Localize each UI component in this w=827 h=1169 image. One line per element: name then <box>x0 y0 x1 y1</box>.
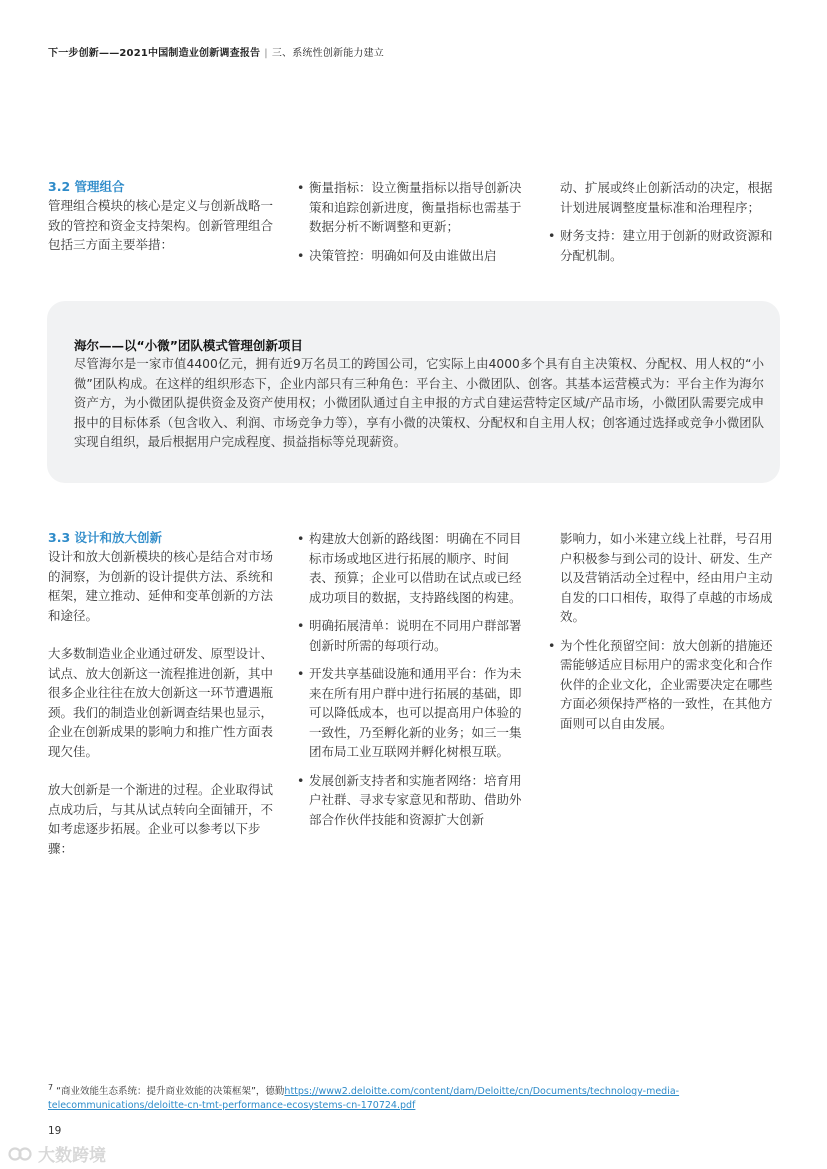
section-3-3-heading: 3.3 设计和放大创新 <box>48 530 162 545</box>
list-item: • 发展创新支持者和实施者网络：培育用户社群、寻求专家意见和帮助、借助外部合作伙伴技能和资源扩大创新 <box>297 772 522 827</box>
running-header <box>48 44 384 59</box>
section-3-3-paragraph: 放大创新是一个渐进的过程。企业取得试点成功后，与其从试点转向全面铺开，不如考虑逐步拓展。企业可以参考以下步骤： <box>48 782 274 856</box>
section-3-3-paragraph: 设计和放大创新模块的核心是结合对市场的洞察，为创新的设计提供方法、系统和框架，建立推动、延伸和变革创新的方法和途径。 <box>48 549 274 623</box>
list-item: • 衡量指标：设立衡量指标以指导创新决策和追踪创新进度，衡量指标也需基于数据分析不断调整和更新； <box>297 180 522 234</box>
bullet-icon: • <box>297 618 305 633</box>
section-3-2-paragraph: 管理组合模块的核心是定义与创新战略一致的管控和资金支持架构。创新管理组合包括三方面主要举措： <box>48 198 274 252</box>
bullet-icon: • <box>548 228 556 243</box>
page-number: 19 <box>48 1125 62 1137</box>
section-3-3-bullet-list-a <box>297 529 525 829</box>
section-3-3-paragraph: 大多数制造业企业通过研发、原型设计、试点、放大创新这一流程推进创新，其中很多企业往往在放大创新这一环节遭遇瓶颈。我们的制造业创新调查结果也显示，企业在创新成果的影响力和推广性方面表现欠佳。 <box>48 646 274 759</box>
header-separator: | <box>264 48 268 59</box>
section-3-3-bullet-list-b <box>548 636 780 734</box>
bullet-icon: • <box>297 531 305 546</box>
section-3-3-col1 <box>48 529 280 858</box>
section-3-2-bullet-list-b <box>548 226 780 265</box>
footnote-link[interactable]: https://www2.deloitte.com/content/dam/Deloitte/cn/Documents/technology-media-telecommunications/deloitte-cn-tmt-performance-ecosystems-cn-170724.pdf <box>48 1086 680 1111</box>
bullet-icon: • <box>297 772 305 788</box>
report-title: 下一步创新——2021中国制造业创新调查报告 <box>48 48 261 59</box>
section-3-3-col2 <box>297 529 525 838</box>
watermark-logo-icon <box>8 1144 34 1164</box>
case-study-title: 海尔——以“小微”团队模式管理创新项目 <box>74 338 303 353</box>
list-item: • 构建放大创新的路线图：明确在不同目标市场或地区进行拓展的顺序、时间表、预算；企业可以借助在试点或已经成功项目的数据，支持路线图的构建。 <box>297 531 522 605</box>
list-item: • 明确拓展清单：说明在不同用户群部署创新时所需的每项行动。 <box>297 618 522 653</box>
bullet-continuation: 影响力，如小米建立线上社群，号召用户积极参与到公司的设计、研发、生产以及营销活动全过程中，经由用户主动自发的口口相传，取得了卓越的市场成效。 <box>560 531 773 624</box>
list-item: • 决策管控：明确如何及由谁做出启 <box>297 246 525 266</box>
section-3-2-col1 <box>48 178 276 255</box>
section-3-2-heading: 3.2 管理组合 <box>48 179 125 194</box>
list-item: • 财务支持：建立用于创新的财政资源和分配机制。 <box>548 228 773 263</box>
case-study-body: 尽管海尔是一家市值4400亿元，拥有近9万名员工的跨国公司，它实际上由4000多个具有自主决策权、分配权、用人权的“小微”团队构成。在这样的组织形态下，企业内部只有三种角色：平台主、小微团队、创客。其基本运营模式为：平台主作为海尔资产方，为小微团队提供资金及资产使用权；小微团队通过自主申报的方式自建运营特定区域/产品市场，小微团队需要完成申报中的目标体系（包含收入、利润、市场竞争力等），享有小微的决策权、分配权和自主用人权；创客通过选择或竞争小微团队实现自组织，最后根据用户完成程度、损益指标等兑现薪资。 <box>74 357 764 449</box>
watermark <box>8 1141 106 1166</box>
section-3-2-bullet-list-a <box>297 178 525 265</box>
bullet-icon: • <box>297 180 305 195</box>
section-3-2-col3 <box>548 178 780 274</box>
watermark-text: 大数跨境 <box>38 1146 106 1166</box>
bullet-icon: • <box>297 666 305 681</box>
footnote-marker: 7 <box>48 1083 54 1092</box>
footnote-text: “商业效能生态系统：提升商业效能的决策框架”，德勤 <box>56 1086 285 1098</box>
footnote <box>48 1081 708 1112</box>
bullet-continuation: 动、扩展或终止创新活动的决定，根据计划进展调整度量标准和治理程序； <box>560 180 773 215</box>
bullet-icon: • <box>548 637 556 653</box>
chapter-title: 三、系统性创新能力建立 <box>271 48 385 59</box>
list-item: • 开发共享基础设施和通用平台：作为未来在所有用户群中进行拓展的基础，即可以降低成本，也可以提高用户体验的一致性，乃至孵化新的业务；如三一集团布局工业互联网并孵化树根互联。 <box>297 666 522 759</box>
section-3-3-col3 <box>548 529 780 742</box>
bullet-icon: • <box>297 247 305 263</box>
section-3-2-col2 <box>297 178 525 274</box>
list-item: • 为个性化预留空间：放大创新的措施还需能够适应目标用户的需求变化和合作伙伴的企业文化，企业需要决定在哪些方面必须保持严格的一致性，在其他方面则可以自由发展。 <box>548 637 773 731</box>
